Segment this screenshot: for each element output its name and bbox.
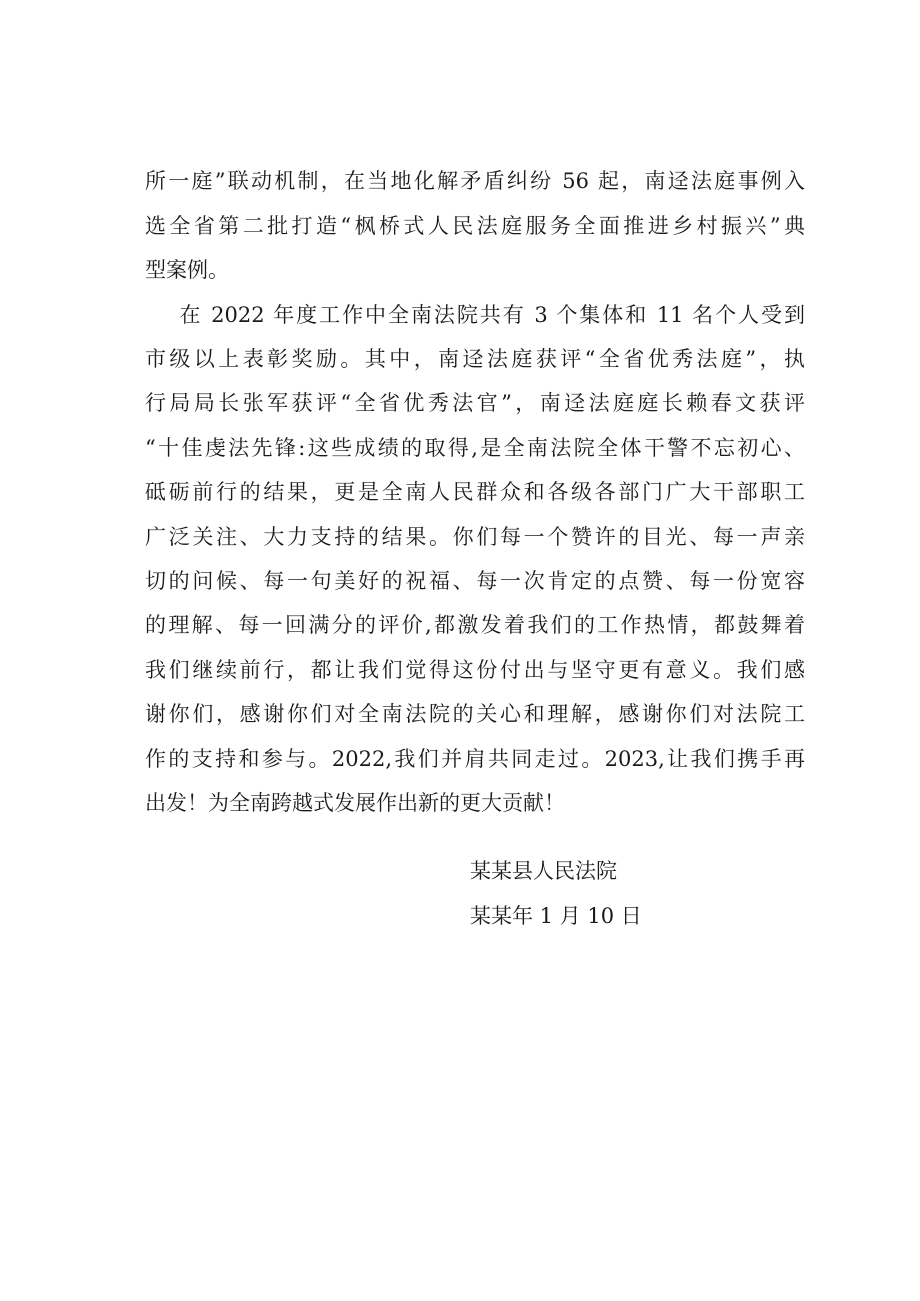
paragraph1-line-1: 所一庭”联动机制，在当地化解矛盾纠纷 56 起，南迳法庭事例入 [145,169,805,193]
paragraph2-line-11: 作的支持和参与。2022,我们并肩共同走过。2023,让我们携手再 [145,747,805,771]
paragraph2-line-4: “十佳虔法先锋:这些成绩的取得,是全南法院全体干警不忘初心、 [145,436,805,460]
signature-date: 某某年 1 月 10 日 [470,904,642,928]
signature-organization: 某某县人民法院 [470,859,617,883]
paragraph2-line-10: 谢你们，感谢你们对全南法院的关心和理解，感谢你们对法院工 [145,702,805,726]
paragraph2-line-1: 在 2022 年度工作中全南法院共有 3 个集体和 11 名个人受到 [145,303,805,327]
paragraph2-line-5: 砥砺前行的结果，更是全南人民群众和各级各部门广大干部职工 [145,480,805,504]
paragraph2-line-8: 的理解、每一回满分的评价,都激发着我们的工作热情，都鼓舞着 [145,613,805,637]
paragraph2-line-3: 行局局长张军获评“全省优秀法官”，南迳法庭庭长赖春文获评 [145,391,805,415]
paragraph2-line-7: 切的问候、每一句美好的祝福、每一次肯定的点赞、每一份宽容 [145,569,805,593]
paragraph2-line-12: 出发！为全南跨越式发展作出新的更大贡献！ [145,791,565,815]
paragraph2-line-6: 广泛关注、大力支持的结果。你们每一个赞许的目光、每一声亲 [145,525,805,549]
paragraph1-line-3: 型案例。 [145,258,229,282]
paragraph2-line-2: 市级以上表彰奖励。其中，南迳法庭获评“全省优秀法庭”，执 [145,347,805,371]
paragraph1-line-2: 选全省第二批打造“枫桥式人民法庭服务全面推进乡村振兴”典 [145,214,805,238]
paragraph2-line-9: 我们继续前行，都让我们觉得这份付出与坚守更有意义。我们感 [145,658,805,682]
